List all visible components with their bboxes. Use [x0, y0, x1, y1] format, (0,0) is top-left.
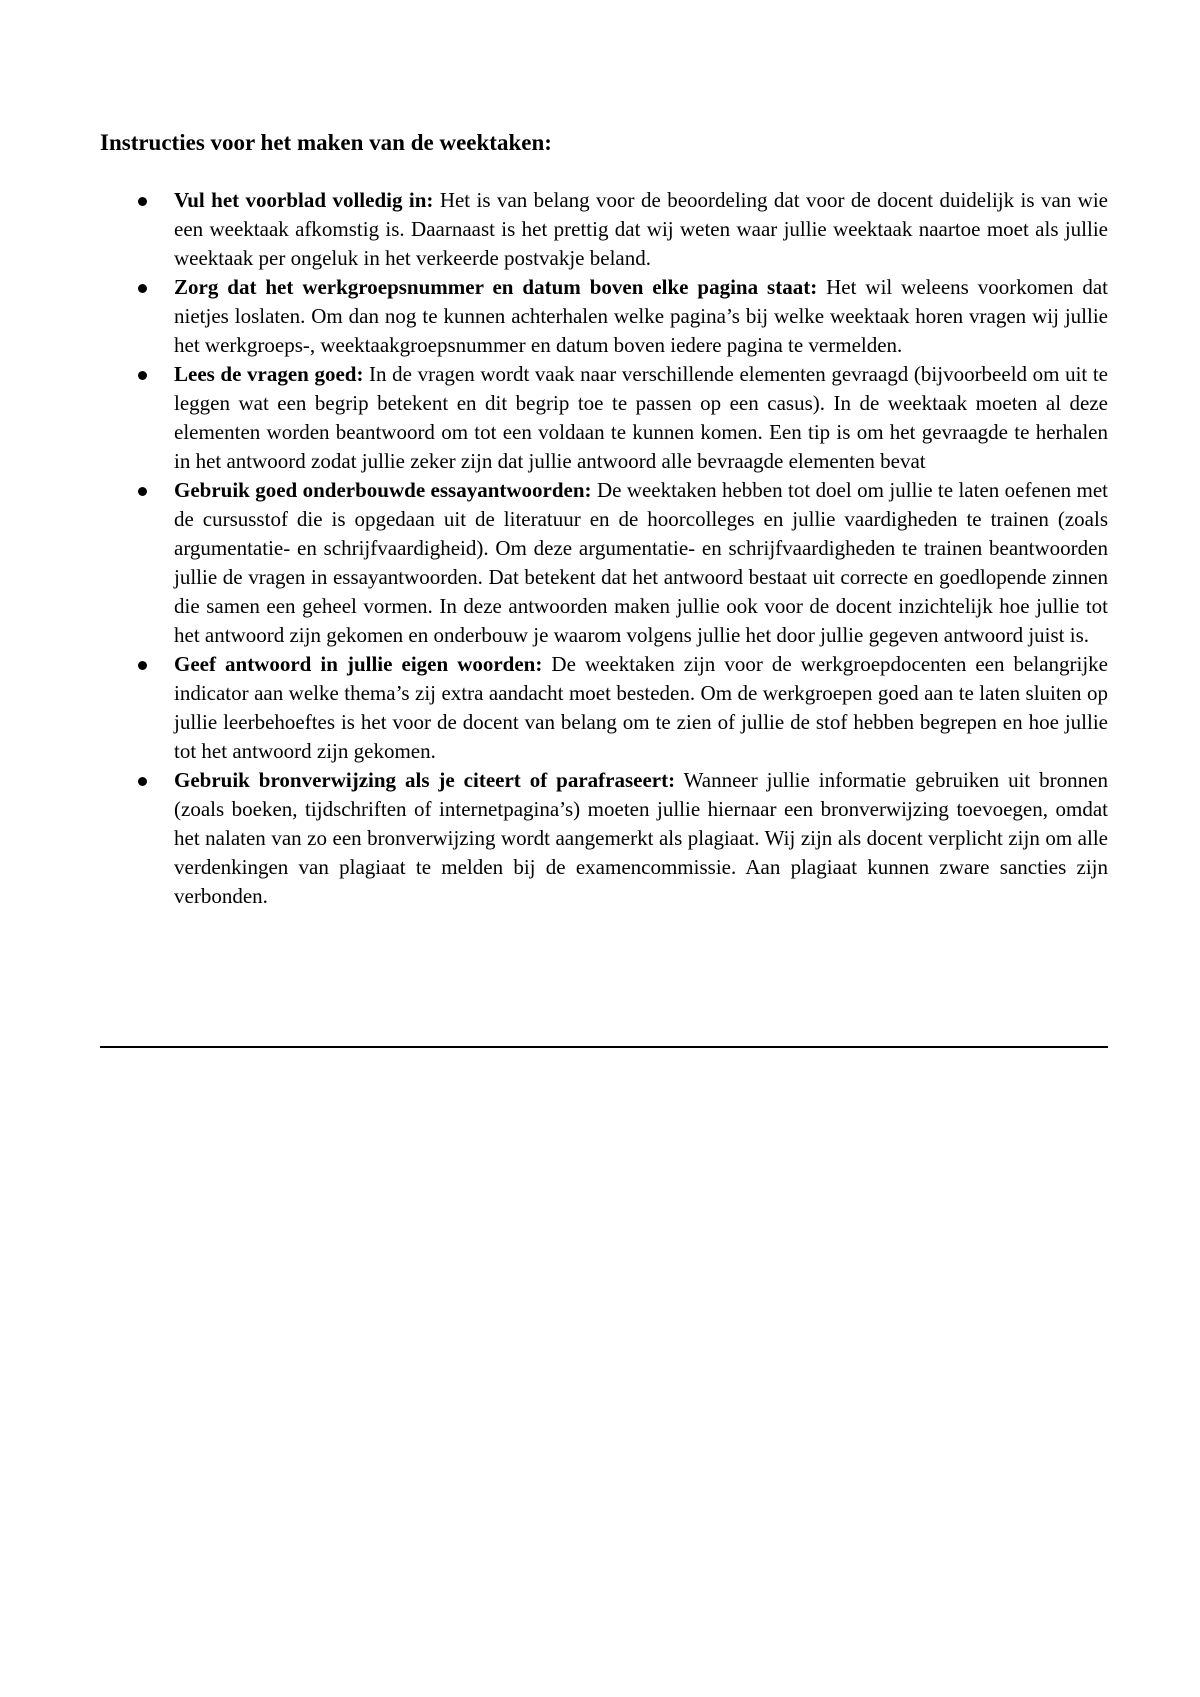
instruction-item-eigen-woorden [100, 650, 1108, 766]
instruction-item-vragen [100, 360, 1108, 476]
instruction-item-voorblad [100, 186, 1108, 273]
instruction-heading: Lees de vragen goed: [174, 362, 364, 386]
instruction-text: Het wil weleens voorkomen dat nietjes loslaten. Om dan nog te kunnen achterhalen welke pagina’s bij welke weektaak horen vragen wij jullie het werkgroeps-, weektaakgroepsnummer en datum boven iedere pagina te vermelden. [174, 275, 1109, 357]
instruction-text: Het is van belang voor de beoordeling dat voor de docent duidelijk is van wie een weektaak afkomstig is. Daarnaast is het prettig dat wij weten waar jullie weektaak naartoe moet als jullie weektaak per ongeluk in het verkeerde postvakje beland. [174, 188, 1108, 270]
instruction-heading: Gebruik bronverwijzing als je citeert of parafraseert: [174, 768, 676, 792]
bullet-icon [138, 777, 147, 786]
instruction-item-essayantwoorden [100, 476, 1108, 650]
instruction-list [100, 186, 1108, 911]
bullet-icon [138, 197, 147, 206]
bullet-icon [138, 371, 147, 380]
instruction-item-werkgroepsnummer [100, 273, 1108, 360]
instruction-text: In de vragen wordt vaak naar verschillende elementen gevraagd (bijvoorbeeld om uit te leggen wat een begrip betekent en dit begrip toe te passen op een casus). In de weektaak moeten al deze elementen worden beantwoord om tot een voldaan te kunnen komen. Een tip is om het gevraagde te herhalen in het antwoord zodat jullie zeker zijn dat jullie antwoord alle bevraagde elementen bevat [174, 362, 1109, 473]
bullet-icon [138, 284, 147, 293]
instruction-item-bronverwijzing [100, 766, 1108, 911]
instruction-heading: Gebruik goed onderbouwde essayantwoorden: [174, 478, 592, 502]
bullet-icon [138, 661, 147, 670]
instruction-heading: Geef antwoord in jullie eigen woorden: [174, 652, 543, 676]
instruction-text: De weektaken zijn voor de werkgroepdocenten een belangrijke indicator aan welke thema’s zij extra aandacht moet besteden. Om de werkgroepen goed aan te laten sluiten op jullie leerbehoeftes is het voor de docent van belang om te zien of jullie de stof hebben begrepen en hoe jullie tot het antwoord zijn gekomen. [174, 652, 1109, 763]
instruction-text: Wanneer jullie informatie gebruiken uit bronnen (zoals boeken, tijdschriften of internetpagina’s) moeten jullie hiernaar een bronverwijzing toevoegen, omdat het nalaten van zo een bronverwijzing wordt aangemerkt als plagiaat. Wij zijn als docent verplicht zijn om alle verdenkingen van plagiaat te melden bij de examencommissie. Aan plagiaat kunnen zware sancties zijn verbonden. [174, 768, 1108, 908]
document-title: Instructies voor het maken van de weektaken: [100, 130, 552, 155]
bullet-icon [138, 487, 147, 496]
instruction-heading: Vul het voorblad volledig in: [174, 188, 434, 212]
horizontal-rule [100, 1046, 1108, 1048]
instruction-heading: Zorg dat het werkgroepsnummer en datum boven elke pagina staat: [174, 275, 818, 299]
instruction-text: De weektaken hebben tot doel om jullie te laten oefenen met de cursusstof die is opgedaan uit de literatuur en de hoorcolleges en jullie vaardigheden te trainen (zoals argumentatie- en schrijfvaardigheid). Om deze argumentatie- en schrijfvaardigheden te trainen beantwoorden jullie de vragen in essayantwoorden. Dat betekent dat het antwoord bestaat uit correcte en goedlopende zinnen die samen een geheel vormen. In deze antwoorden maken jullie ook voor de docent inzichtelijk hoe jullie tot het antwoord zijn gekomen en onderbouw je waarom volgens jullie het door jullie gegeven antwoord juist is. [174, 478, 1108, 647]
